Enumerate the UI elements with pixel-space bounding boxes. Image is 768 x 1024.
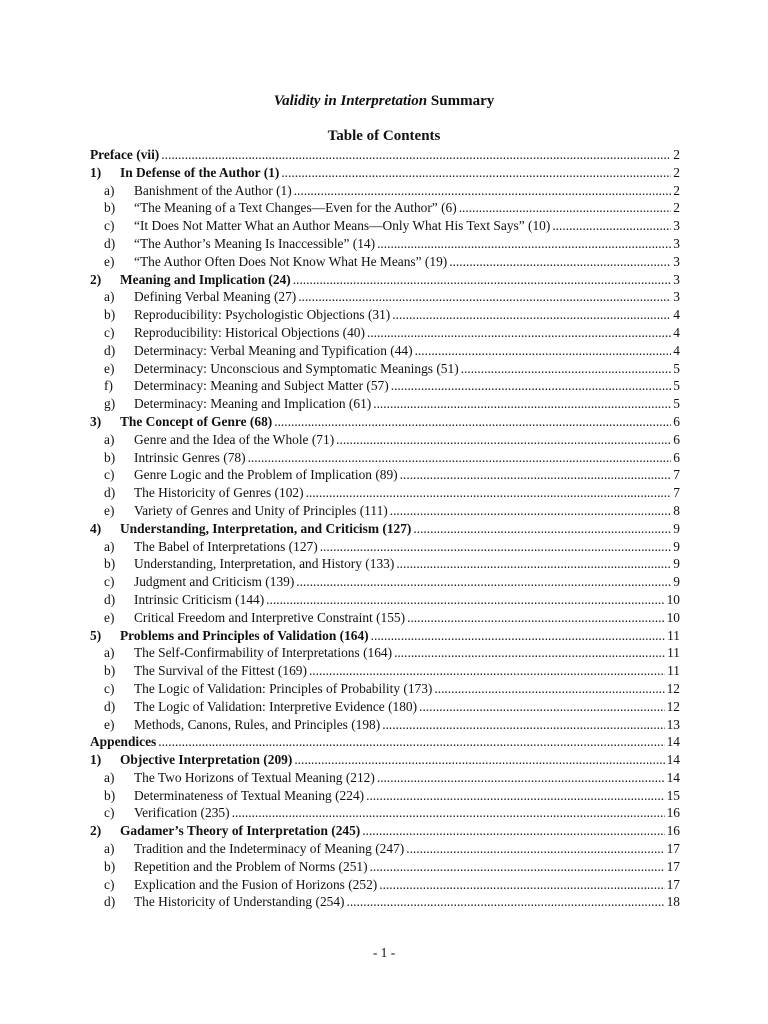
toc-entry-label: The Logic of Validation: Interpretive Evidence (180) [134,698,418,714]
toc-entry-number: d) [104,235,116,251]
toc-entry-label: Objective Interpretation (209) [120,752,293,768]
toc-entry[interactable] [90,502,680,520]
toc-entry-page: 17 [666,876,680,892]
toc-entry-label: “It Does Not Matter What an Author Means—Only What His Text Says” (10) [134,218,551,234]
toc-entry-page: 9 [673,538,680,554]
toc-entry-page: 5 [673,360,680,376]
toc-entry-label: Gadamer’s Theory of Interpretation (245) [120,823,361,839]
toc-entry[interactable] [90,680,680,698]
toc-entry-page: 2 [673,147,680,162]
toc-entry-page: 11 [667,663,680,679]
toc-entry[interactable] [90,609,680,627]
toc-dot-leader [296,573,671,591]
toc-entry[interactable] [90,431,680,449]
toc-entry-page: 5 [673,396,680,412]
toc-entry[interactable] [90,858,680,876]
toc-entry[interactable] [90,377,680,395]
toc-entry-page: 14 [666,734,680,750]
toc-entry-page: 2 [673,200,680,216]
toc-dot-leader [419,698,665,716]
toc-entry[interactable] [90,573,680,591]
toc-dot-leader [406,840,664,858]
toc-dot-leader [434,680,664,698]
toc-entry-number: a) [104,431,115,447]
toc-entry-label: Determinacy: Verbal Meaning and Typification (44) [134,342,413,358]
toc-entry[interactable] [90,164,680,182]
toc-entry-page: 4 [673,324,680,340]
toc-entry-label: Verification (235) [134,805,230,821]
toc-entry-page: 13 [666,716,680,732]
toc-entry-number: d) [104,485,116,501]
toc-entry-label: Understanding, Interpretation, and Criticism (127) [120,520,412,536]
toc-entry-label: The Babel of Interpretations (127) [134,538,318,554]
toc-dot-leader [552,217,671,235]
toc-entry[interactable] [90,716,680,734]
toc-entry-number: b) [104,200,116,216]
toc-dot-leader [309,662,665,680]
toc-entry[interactable] [90,787,680,805]
toc-entry[interactable] [90,662,680,680]
toc-dot-leader [294,751,664,769]
toc-entry-label: The Historicity of Understanding (254) [134,894,345,910]
toc-entry[interactable] [90,306,680,324]
table-of-contents [90,146,680,911]
toc-entry-page: 3 [673,289,680,305]
toc-entry-page: 10 [666,609,680,625]
toc-entry[interactable] [90,182,680,200]
toc-dot-leader [391,377,672,395]
toc-entry-page: 16 [666,805,680,821]
toc-entry-page: 7 [673,485,680,501]
toc-entry-label: Meaning and Implication (24) [120,271,291,287]
toc-entry-label: Reproducibility: Historical Objections (40) [134,324,365,340]
toc-dot-leader [366,787,665,805]
toc-entry-page: 6 [673,413,680,429]
toc-entry[interactable] [90,893,680,911]
toc-entry-label: Problems and Principles of Validation (164) [120,627,369,643]
toc-entry-number: a) [104,182,115,198]
toc-dot-leader [306,484,672,502]
toc-entry-number: c) [104,218,115,234]
toc-dot-leader [336,431,671,449]
toc-entry-number: b) [104,787,116,803]
toc-entry-number: c) [104,467,115,483]
toc-entry-label: “The Author Often Does Not Know What He Means” (19) [134,253,448,269]
toc-dot-leader [413,520,671,538]
toc-entry[interactable] [90,466,680,484]
page-number-footer: - 1 - [372,945,396,960]
toc-entry-label: Intrinsic Criticism (144) [134,591,265,607]
toc-entry-number: a) [104,289,115,305]
toc-entry-label: Genre and the Idea of the Whole (71) [134,431,335,447]
toc-entry[interactable] [90,253,680,271]
toc-entry[interactable] [90,271,680,289]
toc-entry-number: e) [104,609,115,625]
toc-entry[interactable] [90,840,680,858]
toc-entry-number: d) [104,591,116,607]
toc-entry[interactable] [90,342,680,360]
toc-entry-number: a) [104,645,115,661]
toc-entry-number: d) [104,698,116,714]
toc-entry-label: Critical Freedom and Interpretive Constraint (155) [134,609,406,625]
toc-entry-number: d) [104,894,116,910]
toc-entry-page: 15 [666,787,680,803]
toc-entry-label: Genre Logic and the Problem of Implication (89) [134,467,398,483]
toc-entry-page: 17 [666,841,680,857]
toc-entry[interactable] [90,484,680,502]
toc-entry[interactable] [90,235,680,253]
toc-entry-page: 7 [673,467,680,483]
toc-entry-label: Methods, Canons, Rules, and Principles (198) [134,716,381,732]
toc-entry-number: c) [104,680,115,696]
toc-entry-page: 14 [666,752,680,768]
toc-entry[interactable] [90,591,680,609]
toc-entry-page: 12 [666,680,680,696]
toc-entry-number: a) [104,769,115,785]
toc-entry-page: 10 [666,591,680,607]
toc-entry-page: 3 [673,235,680,251]
toc-dot-leader [382,716,664,734]
toc-entry-label: Determinateness of Textual Meaning (224) [134,787,365,803]
toc-entry[interactable] [90,555,680,573]
toc-entry-page: 4 [673,307,680,323]
toc-dot-leader [449,253,671,271]
toc-dot-leader [371,627,665,645]
toc-entry-number: a) [104,841,115,857]
toc-entry[interactable] [90,413,680,431]
toc-entry-number: b) [104,556,116,572]
toc-entry-number: b) [104,307,116,323]
toc-entry[interactable] [90,769,680,787]
toc-entry-number: b) [104,663,116,679]
toc-entry-page: 4 [673,342,680,358]
toc-entry-label: The Historicity of Genres (102) [134,485,304,501]
toc-entry-number: b) [104,858,116,874]
toc-entry[interactable] [90,449,680,467]
toc-entry-page: 5 [673,378,680,394]
toc-entry[interactable] [90,538,680,556]
toc-entry-label: Determinacy: Meaning and Implication (61) [134,396,372,412]
toc-entry[interactable] [90,360,680,378]
toc-entry-page: 3 [673,271,680,287]
toc-entry-number: 1) [90,752,102,768]
toc-dot-leader [377,235,671,253]
toc-entry-page: 2 [673,164,680,180]
toc-entry-page: 9 [673,574,680,590]
toc-entry-label: Appendices [90,734,157,750]
toc-entry[interactable] [90,822,680,840]
toc-dot-leader [373,395,671,413]
toc-entry[interactable] [90,627,680,645]
toc-dot-leader [281,164,671,182]
toc-entry[interactable] [90,876,680,894]
toc-entry-page: 9 [673,556,680,572]
toc-entry-number: g) [104,396,116,412]
toc-entry-label: The Survival of the Fittest (169) [134,663,307,679]
document-title [0,93,768,110]
toc-entry-page: 3 [673,218,680,234]
toc-entry-number: f) [104,378,113,394]
toc-entry-label: Banishment of the Author (1) [134,182,292,198]
toc-dot-leader [396,555,671,573]
toc-entry-page: 9 [673,520,680,536]
toc-entry-label: “The Author’s Meaning Is Inaccessible” (14) [134,235,376,251]
toc-entry[interactable] [90,199,680,217]
toc-dot-leader [232,804,665,822]
toc-entry-label: Understanding, Interpretation, and History (133) [134,556,395,572]
toc-dot-leader [274,413,671,431]
toc-dot-leader [461,360,672,378]
toc-dot-leader [392,306,671,324]
toc-dot-leader [248,449,672,467]
toc-entry[interactable] [90,395,680,413]
toc-entry[interactable] [90,804,680,822]
toc-dot-leader [294,182,672,200]
document-title-rest: Summary [427,93,495,109]
toc-entry-number: 4) [90,520,102,536]
toc-entry[interactable] [90,146,680,164]
toc-entry-label: The Logic of Validation: Principles of Probability (173) [134,680,433,696]
toc-entry-label: Defining Verbal Meaning (27) [134,289,297,305]
toc-entry-page: 14 [666,769,680,785]
toc-entry-label: Intrinsic Genres (78) [134,449,246,465]
toc-entry-number: e) [104,716,115,732]
toc-entry-page: 8 [673,502,680,518]
toc-dot-leader [394,644,665,662]
toc-entry-label: Tradition and the Indeterminacy of Meaning (247) [134,841,405,857]
toc-entry-page: 11 [667,645,680,661]
toc-dot-leader [400,466,672,484]
toc-entry-label: The Self-Confirmability of Interpretations (164) [134,645,393,661]
toc-entry-number: c) [104,805,115,821]
toc-entry[interactable] [90,751,680,769]
toc-entry-number: a) [104,538,115,554]
toc-entry[interactable] [90,644,680,662]
toc-entry-number: e) [104,502,115,518]
toc-dot-leader [320,538,672,556]
toc-entry-number: e) [104,360,115,376]
toc-entry-label: The Concept of Genre (68) [120,413,273,429]
toc-entry-page: 2 [673,182,680,198]
toc-entry-label: Variety of Genres and Unity of Principles (111) [134,502,388,518]
toc-entry-page: 6 [673,449,680,465]
toc-entry-page: 18 [666,894,680,910]
toc-entry[interactable] [90,288,680,306]
toc-entry-label: “The Meaning of a Text Changes—Even for the Author” (6) [134,200,457,216]
toc-dot-leader [298,288,671,306]
toc-entry-label: In Defense of the Author (1) [120,164,280,180]
toc-entry-page: 16 [666,823,680,839]
toc-dot-leader [379,876,664,894]
toc-entry-page: 3 [673,253,680,269]
toc-dot-leader [266,591,664,609]
toc-entry-number: 2) [90,271,102,287]
toc-entry-page: 12 [666,698,680,714]
toc-entry-number: b) [104,449,116,465]
toc-entry-number: 2) [90,823,102,839]
toc-entry-number: c) [104,876,115,892]
toc-entry-number: e) [104,253,115,269]
toc-dot-leader [390,502,672,520]
toc-entry-label: Preface (vii) [90,147,160,162]
toc-entry[interactable] [90,733,680,751]
document-title-italic: Validity in Interpretation [273,93,428,109]
toc-dot-leader [367,324,671,342]
toc-entry-label: Repetition and the Problem of Norms (251) [134,858,368,874]
toc-entry[interactable] [90,217,680,235]
toc-entry-label: Determinacy: Unconscious and Symptomatic Meanings (51) [134,360,459,376]
toc-entry-label: Judgment and Criticism (139) [134,574,295,590]
toc-dot-leader [370,858,665,876]
toc-entry-number: 1) [90,164,102,180]
toc-entry-label: The Two Horizons of Textual Meaning (212) [134,769,375,785]
toc-entry[interactable] [90,324,680,342]
toc-dot-leader [377,769,665,787]
toc-dot-leader [415,342,672,360]
toc-entry-number: d) [104,342,116,358]
toc-dot-leader [362,822,664,840]
toc-dot-leader [459,199,672,217]
toc-entry[interactable] [90,698,680,716]
toc-entry-label: Determinacy: Meaning and Subject Matter (57) [134,378,389,394]
toc-dot-leader [293,271,672,289]
toc-entry-number: 3) [90,413,102,429]
toc-dot-leader [346,893,664,911]
toc-entry-label: Reproducibility: Psychologistic Objections (31) [134,307,391,323]
toc-entry-number: c) [104,324,115,340]
toc-dot-leader [158,733,664,751]
toc-heading: Table of Contents [327,128,441,144]
toc-entry-label: Explication and the Fusion of Horizons (252) [134,876,378,892]
toc-entry-page: 6 [673,431,680,447]
toc-dot-leader [407,609,665,627]
toc-entry-number: 5) [90,627,102,643]
toc-entry-page: 11 [667,627,680,643]
toc-entry-page: 17 [666,858,680,874]
toc-dot-leader [161,146,671,164]
toc-entry-number: c) [104,574,115,590]
toc-entry[interactable] [90,520,680,538]
